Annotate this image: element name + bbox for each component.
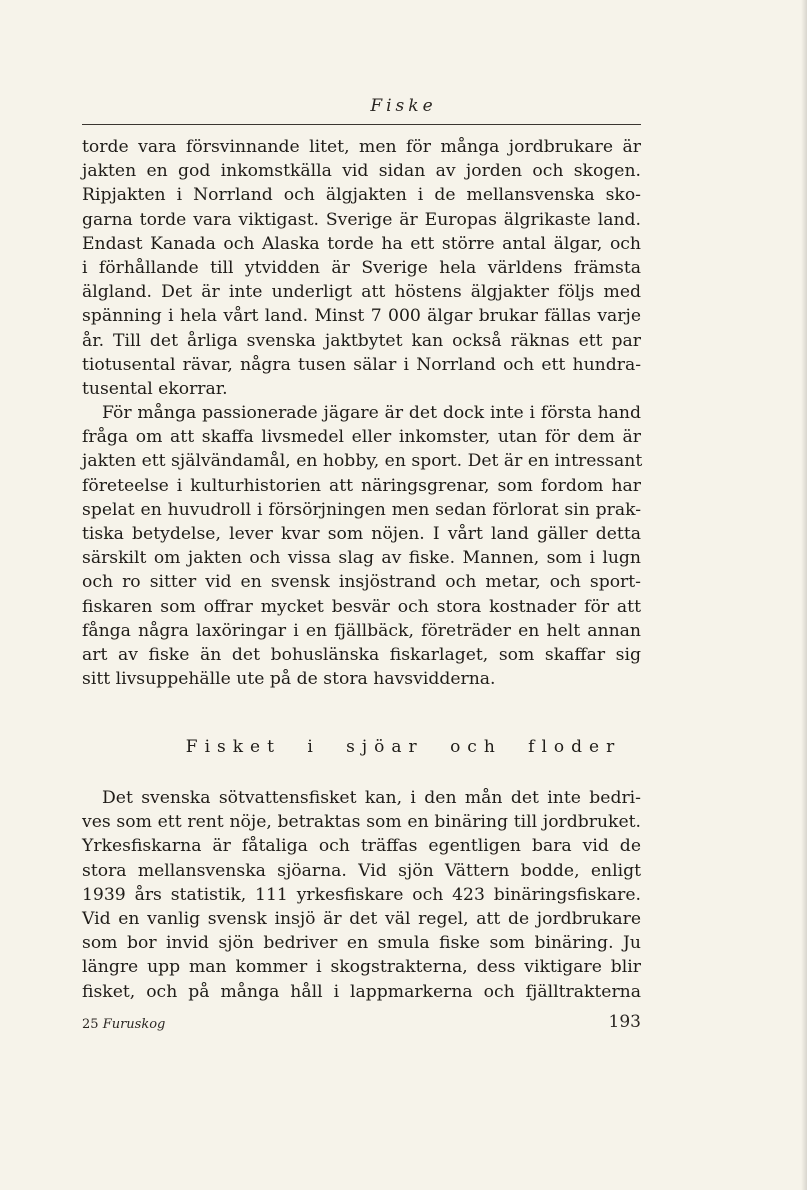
signature-title: Furuskog bbox=[102, 1017, 166, 1032]
text-line: spelat en huvudroll i försörjningen men sedan förlorat sin prak- bbox=[82, 499, 641, 520]
text-line: tusental ekorrar. bbox=[82, 379, 228, 400]
text-line: jakten en god inkomstkälla vid sidan av jorden och skogen. bbox=[82, 161, 641, 182]
text-line: Det svenska sötvattensfisket kan, i den mån det inte bedri- bbox=[102, 788, 641, 808]
text-line: älgland. Det är inte underligt att höstens älgjakter följs med bbox=[82, 282, 641, 303]
text-line: Vid en vanlig svensk insjö är det väl regel, att de jordbrukare bbox=[82, 909, 641, 930]
text-line: som bor invid sjön bedriver en smula fiske som binäring. Ju bbox=[82, 933, 641, 954]
paragraph-2 bbox=[82, 401, 641, 691]
paragraph-1 bbox=[82, 135, 641, 401]
text-line: Yrkesfiskarna är fåtaliga och träffas egentligen bara vid de bbox=[82, 836, 641, 857]
text-line: För många passionerade jägare är det dock inte i första hand bbox=[102, 403, 641, 423]
text-line: tiotusental rävar, några tusen sälar i Norrland och ett hundra- bbox=[82, 354, 641, 375]
text-line: jakten ett självändamål, en hobby, en sport. Det är en intressant bbox=[82, 451, 643, 472]
text-line: garna torde vara viktigast. Sverige är Europas älgrikaste land. bbox=[82, 209, 641, 230]
page-number: 193 bbox=[608, 1012, 641, 1032]
paragraph-3 bbox=[82, 786, 641, 1004]
section-heading: Fisket i sjöar och floder bbox=[185, 737, 622, 757]
text-line: Ripjakten i Norrland och älgjakten i de mellansvenska sko- bbox=[82, 185, 641, 206]
page-edge-shadow bbox=[801, 0, 807, 1190]
signature-number: 25 bbox=[82, 1017, 99, 1032]
text-line: fiskaren som offrar mycket besvär och stora kostnader för att bbox=[82, 596, 641, 617]
text-line: spänning i hela vårt land. Minst 7 000 älgar brukar fällas varje bbox=[82, 306, 641, 327]
text-line: fisket, och på många håll i lappmarkerna och fjälltrakterna bbox=[82, 981, 641, 1002]
text-line: fånga några laxöringar i en fjällbäck, företräder en helt annan bbox=[82, 620, 641, 641]
text-line: stora mellansvenska sjöarna. Vid sjön Vättern bodde, enligt bbox=[82, 860, 641, 881]
text-line: och ro sitter vid en svensk insjöstrand och metar, och sport- bbox=[82, 572, 641, 593]
header-rule bbox=[82, 124, 641, 125]
running-head: Fiske bbox=[370, 96, 437, 116]
text-line: särskilt om jakten och vissa slag av fiske. Mannen, som i lugn bbox=[82, 548, 641, 569]
text-line: ves som ett rent nöje, betraktas som en binäring till jordbruket. bbox=[82, 812, 641, 833]
text-line: 1939 års statistik, 111 yrkesfiskare och 423 binäringsfiskare. bbox=[82, 884, 641, 905]
text-line: sitt livsuppehälle ute på de stora havsvidderna. bbox=[82, 669, 496, 690]
footer-signature bbox=[82, 1017, 165, 1032]
text-line: fråga om att skaffa livsmedel eller inkomster, utan för dem är bbox=[82, 427, 641, 448]
text-line: längre upp man kommer i skogstrakterna, dess viktigare blir bbox=[82, 957, 641, 978]
text-line: art av fiske än det bohuslänska fiskarlaget, som skaffar sig bbox=[82, 645, 641, 666]
text-line: i förhållande till ytvidden är Sverige hela världens främsta bbox=[82, 258, 641, 279]
text-line: tiska betydelse, lever kvar som nöjen. I vårt land gäller detta bbox=[82, 524, 641, 545]
text-line: Endast Kanada och Alaska torde ha ett större antal älgar, och bbox=[82, 233, 641, 254]
text-line: företeelse i kulturhistorien att näringsgrenar, som fordom har bbox=[82, 475, 641, 496]
text-line: år. Till det årliga svenska jaktbytet kan också räknas ett par bbox=[82, 330, 641, 351]
text-line: torde vara försvinnande litet, men för många jordbrukare är bbox=[82, 137, 641, 157]
